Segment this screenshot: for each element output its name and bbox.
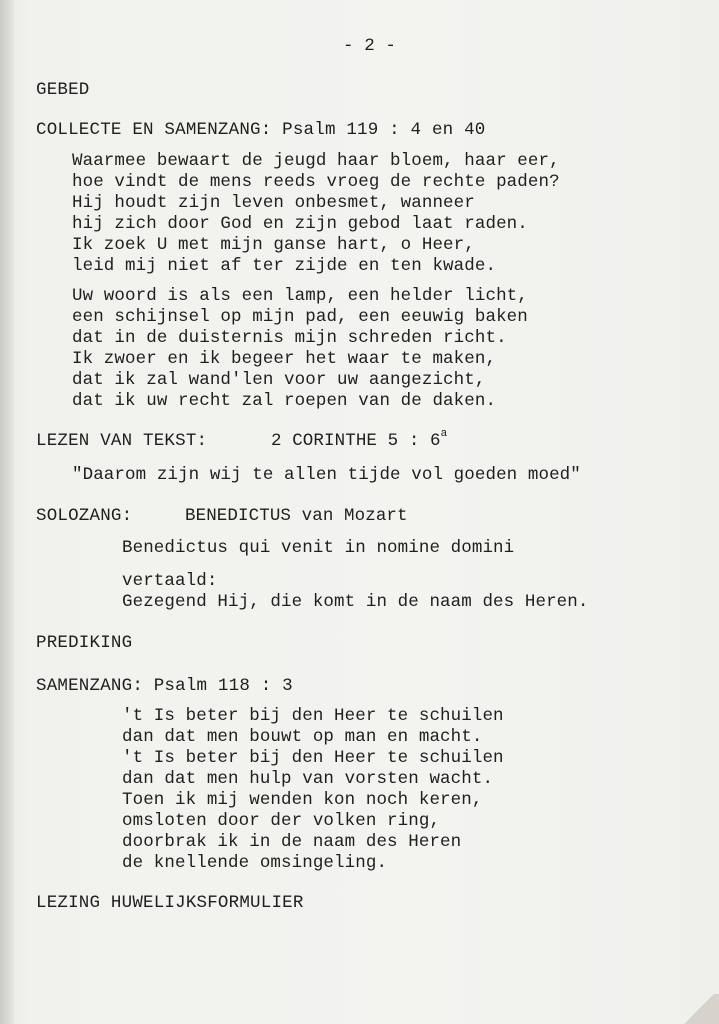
- heading-gebed: GEBED: [36, 80, 90, 100]
- verse-line: een schijnsel op mijn pad, een eeuwig baken: [72, 307, 528, 327]
- verse-line: Uw woord is als een lamp, een helder licht,: [72, 286, 528, 306]
- translated-label: vertaald:: [122, 571, 218, 591]
- scripture-reference: [271, 428, 448, 451]
- latin-text: Benedictus qui venit in nomine domini: [122, 538, 515, 558]
- heading-lezing: LEZING HUWELIJKSFORMULIER: [36, 893, 304, 913]
- verse-line: hoe vindt de mens reeds vroeg de rechte paden?: [72, 172, 560, 192]
- solozang-title: BENEDICTUS van Mozart: [185, 506, 408, 526]
- verse-line: leid mij niet af ter zijde en ten kwade.: [72, 256, 497, 276]
- verse-line: hij zich door God en zijn gebod laat raden.: [72, 214, 528, 234]
- verse-line: Ik zwoer en ik begeer het waar te maken,: [72, 349, 497, 369]
- page-corner: [679, 994, 719, 1024]
- heading-samenzang: SAMENZANG: Psalm 118 : 3: [36, 676, 293, 696]
- verse-line: Ik zoek U met mijn ganse hart, o Heer,: [72, 235, 475, 255]
- verse-line: dat ik uw recht zal roepen van de daken.: [72, 391, 497, 411]
- reference-text: 2 CORINTHE 5 : 6: [271, 431, 441, 451]
- translation-text: Gezegend Hij, die komt in de naam des Heren.: [122, 592, 589, 612]
- verse-line: de knellende omsingeling.: [122, 853, 388, 873]
- verse-line: Waarmee bewaart de jeugd haar bloem, haar eer,: [72, 151, 560, 171]
- verse-line: Toen ik mij wenden kon noch keren,: [122, 790, 483, 810]
- reference-superscript: a: [440, 428, 448, 441]
- verse-line: dat ik zal wand'len voor uw aangezicht,: [72, 370, 486, 390]
- verse-line: dan dat men bouwt op man en macht.: [122, 727, 483, 747]
- verse-line: omsloten door der volken ring,: [122, 811, 441, 831]
- verse-line: dat in de duisternis mijn schreden richt.: [72, 328, 507, 348]
- heading-lezen: LEZEN VAN TEKST:: [36, 431, 208, 451]
- heading-collecte: COLLECTE EN SAMENZANG: Psalm 119 : 4 en 40: [36, 120, 486, 140]
- heading-prediking: PREDIKING: [36, 633, 133, 653]
- verse-line: doorbrak ik in de naam des Heren: [122, 832, 462, 852]
- verse-line: 't Is beter bij den Heer te schuilen: [122, 748, 504, 768]
- scripture-quote: "Daarom zijn wij te allen tijde vol goeden moed": [72, 465, 581, 485]
- verse-line: dan dat men hulp van vorsten wacht.: [122, 769, 494, 789]
- binding-edge: [0, 0, 14, 1024]
- page-number: - 2 -: [343, 36, 397, 56]
- verse-line: 't Is beter bij den Heer te schuilen: [122, 706, 504, 726]
- heading-solozang: SOLOZANG:: [36, 506, 133, 526]
- verse-line: Hij houdt zijn leven onbesmet, wanneer: [72, 193, 475, 213]
